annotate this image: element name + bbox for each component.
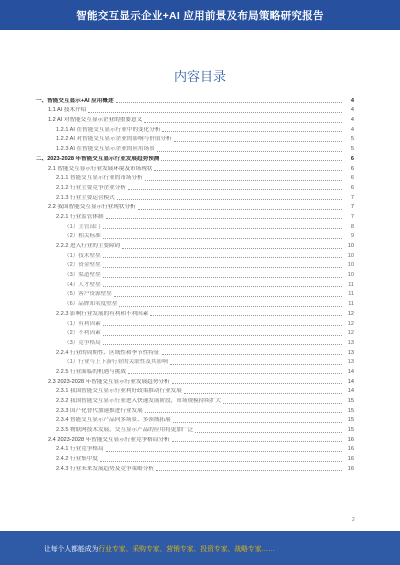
- toc-entry-title: （3）竞争格局: [64, 339, 101, 346]
- toc-entry-page: 10: [347, 252, 354, 259]
- toc-entry-title: （3）渠道壁垒: [64, 272, 101, 279]
- toc-entry-page: 7: [350, 204, 354, 211]
- toc-entry[interactable]: [36, 269, 354, 279]
- toc-entry[interactable]: [36, 434, 354, 444]
- toc-entry-title: 1.2.2 AI 对智能交互显示企业的影响与价值分析: [56, 136, 172, 143]
- toc-entry[interactable]: [36, 182, 354, 192]
- toc-entry-title: 2.3.1 我国智能交互显示行业利好政策推动行业发展: [56, 388, 182, 395]
- toc-entry[interactable]: [36, 260, 354, 270]
- footer-slogan-lead: 让每个人都能成为: [44, 546, 99, 553]
- toc-entry-title: 2.3.4 智能交互显示产品向多场景、多领域拓展: [56, 417, 171, 424]
- toc-entry[interactable]: [36, 463, 354, 473]
- toc-entry-page: 14: [347, 388, 354, 395]
- toc-entry-title: 2.4 2023-2028 年智能交互显示行业竞争格局分析: [48, 436, 170, 443]
- toc-entry[interactable]: [36, 250, 354, 260]
- toc-entry[interactable]: [36, 231, 354, 241]
- toc-dot-leader: [157, 151, 342, 152]
- toc-entry-title: 2.2.2 进入行业的主要障碍: [56, 243, 121, 249]
- toc-dot-leader: [161, 160, 342, 161]
- toc-entry-title: 2.1.1 智能交互显示行业的市场分析: [56, 175, 143, 182]
- toc-entry-page: 7: [350, 194, 354, 201]
- toc-entry-page: 16: [347, 465, 354, 472]
- toc-dot-leader: [119, 306, 342, 307]
- footer-slogan: [0, 543, 275, 553]
- toc-entry-page: 15: [347, 407, 354, 414]
- toc-entry-page: 10: [347, 243, 354, 249]
- toc-entry-page: 16: [347, 446, 354, 453]
- report-title: 智能交互显示企业+AI 应用前景及布局策略研究报告: [76, 9, 324, 22]
- toc-entry-page: 12: [347, 310, 354, 317]
- toc-entry-page: 15: [347, 417, 354, 424]
- toc-entry[interactable]: [36, 163, 354, 173]
- toc-entry-title: 2.4.3 行业未来发展趋势及竞争策略分析: [56, 465, 154, 472]
- toc-entry-title: 2.2.5 行业面临的机遇与挑战: [56, 368, 126, 375]
- toc-entry-title: （2）相关标准: [64, 233, 101, 240]
- toc-entry[interactable]: [36, 95, 354, 105]
- toc-entry-title: 2.2.4 行业的周期性、区域性和季节性特征: [56, 349, 160, 356]
- toc-entry[interactable]: [36, 308, 354, 318]
- toc-dot-leader: [122, 248, 342, 249]
- toc-dot-leader: [103, 325, 342, 326]
- toc-entry[interactable]: [36, 221, 354, 231]
- toc-entry-page: 12: [347, 320, 354, 327]
- toc-entry-page: 6: [350, 184, 354, 191]
- toc-entry-title: 2.1.3 行业主要运营模式: [56, 194, 115, 201]
- toc-entry[interactable]: [36, 444, 354, 454]
- toc-entry-page: 13: [347, 339, 354, 346]
- toc-entry-title: （1）技术壁垒: [64, 252, 101, 259]
- footer-slogan-roles: 行业专家、采购专家、营销专家、投资专家、战略专家……: [98, 546, 276, 553]
- toc-entry[interactable]: [36, 415, 354, 425]
- toc-entry-title: 2.3.2 我国智能交互显示行业进入快速发展阶段，市场规模持续扩大: [56, 398, 222, 404]
- toc-dot-leader: [154, 170, 342, 171]
- toc-dot-leader: [195, 432, 342, 433]
- toc-entry[interactable]: [36, 357, 354, 367]
- toc-entry-title: 1.1 AI 技术介绍: [48, 107, 87, 114]
- toc-dot-leader: [106, 218, 342, 219]
- toc-dot-leader: [223, 403, 342, 404]
- toc-entry-title: 2.1 智能交互显示行业发展环境及市场现状: [48, 165, 153, 172]
- toc-dot-leader: [103, 277, 342, 278]
- toc-dot-leader: [103, 267, 342, 268]
- toc-dot-leader: [103, 228, 342, 229]
- toc-entry[interactable]: [36, 298, 354, 308]
- toc-dot-leader: [172, 383, 342, 384]
- toc-entry[interactable]: [36, 376, 354, 386]
- toc-dot-leader: [145, 180, 342, 181]
- toc-dot-leader: [150, 315, 342, 316]
- toc-entry[interactable]: [36, 240, 354, 250]
- toc-entry[interactable]: [36, 328, 354, 338]
- toc-entry-page: 13: [347, 359, 354, 366]
- report-header-bar: [0, 0, 400, 30]
- toc-heading: 内容目录: [173, 70, 226, 85]
- toc-entry-title: （1）主管部门: [64, 223, 101, 230]
- toc-entry-page: 4: [350, 97, 354, 104]
- toc-entry[interactable]: [36, 173, 354, 183]
- page-number: 2: [352, 517, 355, 523]
- toc-entry[interactable]: [36, 405, 354, 415]
- toc-entry-page: 16: [347, 456, 354, 463]
- toc-entry-page: 11: [348, 291, 354, 298]
- toc-entry[interactable]: [36, 289, 354, 299]
- toc-entry[interactable]: [36, 114, 354, 124]
- toc-dot-leader: [172, 441, 342, 442]
- toc-dot-leader: [162, 354, 343, 355]
- toc-entry[interactable]: [36, 395, 354, 405]
- toc-entry-title: 2.2.3 影响行业发展的有利和不利因素: [56, 310, 149, 317]
- toc-entry-page: 4: [350, 117, 354, 124]
- toc-entry[interactable]: [36, 279, 354, 289]
- toc-dot-leader: [128, 189, 342, 190]
- toc-entry-page: 15: [347, 427, 354, 434]
- toc-dot-leader: [117, 199, 342, 200]
- toc-entry[interactable]: [36, 386, 354, 396]
- toc-entry-page: 13: [347, 349, 354, 356]
- toc-dot-leader: [103, 238, 342, 239]
- toc-entry-page: 4: [350, 126, 354, 133]
- toc-entry-page: 16: [347, 436, 354, 443]
- toc-dot-leader: [174, 141, 342, 142]
- toc-entry-title: 2.3 2023-2028 年智能交互显示行业发展趋势分析: [48, 378, 170, 385]
- toc-entry[interactable]: [36, 366, 354, 376]
- toc-entry-title: 1.2 AI 对智能交互显示企业的重要意义: [48, 117, 143, 124]
- toc-entry-page: 10: [347, 262, 354, 269]
- toc-entry-page: 6: [350, 155, 354, 162]
- table-of-contents: [36, 95, 354, 473]
- toc-entry-title: 1.2.3 AI 在智能交互显示企业的应用场景: [56, 146, 155, 153]
- toc-entry[interactable]: [36, 143, 354, 153]
- toc-entry-title: （1）有利因素: [64, 320, 101, 327]
- toc-entry-page: 10: [347, 272, 354, 279]
- toc-entry-page: 5: [350, 136, 354, 143]
- toc-entry[interactable]: [36, 192, 354, 202]
- footer-bar: [0, 531, 400, 565]
- toc-entry-title: （1）行业与上下游行业的关联性及其影响: [64, 359, 168, 366]
- toc-entry-title: 2.4.1 行业竞争格局: [56, 446, 104, 453]
- toc-entry-title: 2.4.2 行业集中度: [56, 456, 98, 463]
- toc-dot-leader: [128, 373, 342, 374]
- toc-entry-title: 2.2.1 行业监管体制: [56, 213, 104, 220]
- toc-dot-leader: [103, 286, 342, 287]
- toc-entry[interactable]: [36, 134, 354, 144]
- toc-dot-leader: [162, 131, 342, 132]
- toc-entry-page: 8: [350, 223, 354, 230]
- toc-entry-page: 11: [348, 281, 354, 288]
- toc-entry-title: 1.2.1 AI 在智能交互显示行业中的变化分析: [56, 126, 161, 133]
- toc-entry[interactable]: [36, 453, 354, 463]
- toc-entry-title: （4）人才壁垒: [64, 281, 101, 288]
- toc-dot-leader: [116, 102, 342, 103]
- toc-entry-page: 7: [350, 213, 354, 220]
- toc-entry[interactable]: [36, 105, 354, 115]
- toc-entry[interactable]: [36, 202, 354, 212]
- toc-entry-title: （5）客户资源壁垒: [64, 291, 112, 298]
- toc-entry[interactable]: [36, 318, 354, 328]
- toc-entry[interactable]: [36, 424, 354, 434]
- toc-entry-title: 二、2023-2028 年智能交互显示行业发展趋势预测: [36, 155, 160, 162]
- toc-dot-leader: [103, 344, 342, 345]
- toc-entry-page: 14: [347, 368, 354, 375]
- toc-entry-title: 2.3.5 物联网技术发展，交互显示产品的应用将更加广泛: [56, 427, 194, 434]
- toc-dot-leader: [173, 422, 342, 423]
- toc-entry[interactable]: [36, 124, 354, 134]
- toc-dot-leader: [138, 209, 342, 210]
- toc-dot-leader: [103, 257, 342, 258]
- toc-entry-title: 2.3.3 国产化替代加速推进行业发展: [56, 407, 143, 414]
- toc-entry-page: 9: [350, 233, 354, 240]
- toc-dot-leader: [103, 335, 342, 336]
- toc-entry-title: 2.2 我国智能交互显示行业现状分析: [48, 204, 136, 211]
- toc-entry-page: 6: [350, 175, 354, 182]
- toc-dot-leader: [88, 112, 342, 113]
- toc-entry-page: 14: [347, 378, 354, 385]
- toc-dot-leader: [145, 412, 342, 413]
- toc-dot-leader: [170, 364, 342, 365]
- toc-entry-title: 一、智能交互显示+AI 应用概述: [36, 97, 114, 104]
- toc-entry-page: 4: [350, 107, 354, 114]
- toc-entry-page: 15: [347, 398, 354, 404]
- toc-dot-leader: [106, 451, 342, 452]
- toc-entry-page: 5: [350, 146, 354, 153]
- toc-dot-leader: [156, 470, 342, 471]
- toc-entry[interactable]: [36, 211, 354, 221]
- toc-entry[interactable]: [36, 347, 354, 357]
- toc-dot-leader: [100, 461, 342, 462]
- toc-entry-title: 2.1.2 行业主要竞争企业分析: [56, 184, 126, 191]
- toc-entry-page: 11: [348, 301, 354, 308]
- toc-entry-title: （6）品牌知名度壁垒: [64, 301, 118, 308]
- toc-entry-title: （2）资金壁垒: [64, 262, 101, 269]
- toc-entry[interactable]: [36, 337, 354, 347]
- toc-entry-title: （2）不利因素: [64, 330, 101, 337]
- toc-entry[interactable]: [36, 153, 354, 163]
- toc-dot-leader: [114, 296, 342, 297]
- toc-dot-leader: [184, 393, 342, 394]
- toc-entry-page: 12: [347, 330, 354, 337]
- toc-dot-leader: [144, 122, 342, 123]
- toc-entry-page: 6: [350, 165, 354, 172]
